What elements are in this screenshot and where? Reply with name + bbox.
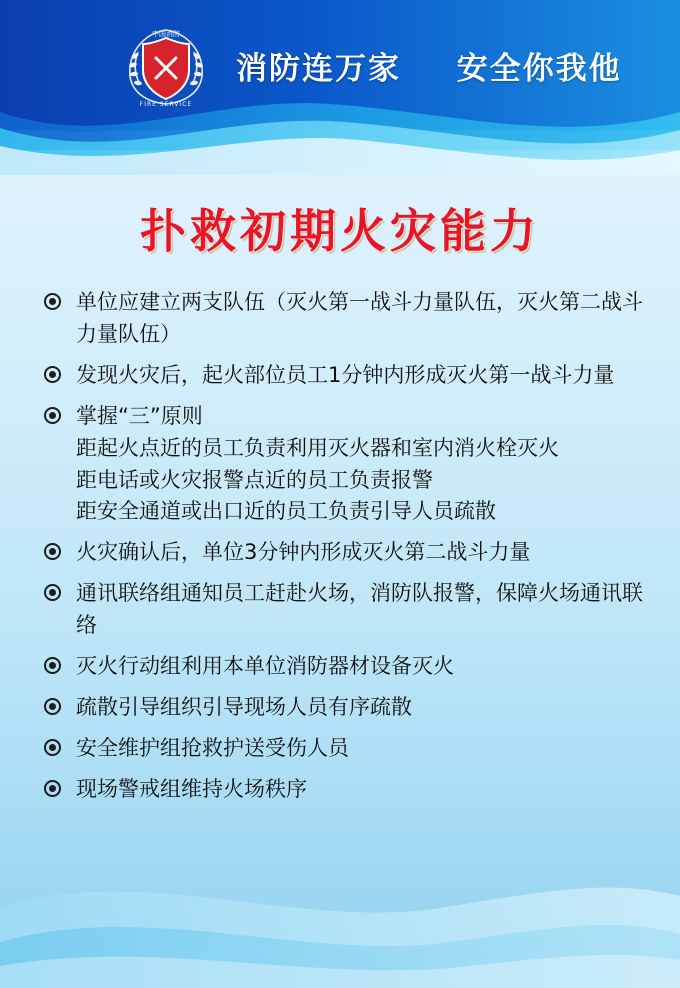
bullet-icon bbox=[44, 657, 61, 674]
header-slogan-left: 消防连万家 bbox=[236, 50, 401, 87]
list-item-text: 单位应建立两支队伍（灭火第一战斗力量队伍，灭火第二战斗力量队伍） bbox=[76, 290, 643, 346]
poster-header bbox=[0, 0, 680, 175]
svg-text:FIRE SERVICE: FIRE SERVICE bbox=[139, 101, 193, 108]
poster-content bbox=[0, 175, 680, 988]
list-item-subline: 距电话或火灾报警点近的员工负责报警 bbox=[76, 467, 433, 492]
list-item-text: 现场警戒组维持火场秩序 bbox=[76, 776, 307, 801]
list-item-text: 安全维护组抢救护送受伤人员 bbox=[76, 735, 349, 760]
header-slogan-right: 安全你我他 bbox=[456, 50, 622, 87]
footer-wave-graphic bbox=[0, 838, 680, 988]
list-item bbox=[40, 774, 646, 806]
bullet-icon bbox=[44, 543, 61, 560]
page-title: 扑救初期火灾能力 bbox=[140, 204, 540, 258]
list-item-subline: 距安全通道或出口近的员工负责引导人员疏散 bbox=[76, 499, 496, 524]
bullet-icon bbox=[44, 739, 61, 756]
list-item-text: 火灾确认后，单位3分钟内形成灭火第二战斗力量 bbox=[76, 540, 531, 565]
list-item bbox=[40, 360, 646, 392]
bullet-icon bbox=[44, 293, 61, 310]
fire-service-emblem-icon bbox=[118, 22, 214, 108]
list-item-text: 灭火行动组利用本单位消防器材设备灭火 bbox=[76, 654, 454, 679]
list-item-subline: 距起火点近的员工负责利用灭火器和室内消火栓灭火 bbox=[76, 435, 559, 460]
list-item bbox=[40, 692, 646, 724]
list-item bbox=[40, 287, 646, 351]
header-slogan bbox=[236, 43, 622, 88]
bullet-icon bbox=[44, 584, 61, 601]
bullet-icon bbox=[44, 407, 61, 424]
bullet-icon bbox=[44, 780, 61, 797]
header-content bbox=[0, 0, 680, 130]
list-item-text: 疏散引导组织引导现场人员有序疏散 bbox=[76, 694, 412, 719]
list-item-text: 通讯联络组通知员工赶赴火场，消防队报警，保障火场通讯联络 bbox=[76, 581, 643, 638]
list-item bbox=[40, 651, 646, 683]
list-item bbox=[40, 401, 646, 529]
list-item-text: 掌握“三”原则 bbox=[76, 403, 203, 428]
list-item bbox=[40, 733, 646, 765]
list-item bbox=[40, 537, 646, 569]
list-item bbox=[40, 578, 646, 642]
bullet-icon bbox=[44, 698, 61, 715]
list-item-text: 发现火灾后，起火部位员工1分钟内形成灭火第一战斗力量 bbox=[76, 362, 615, 387]
capability-list bbox=[0, 287, 680, 806]
bullet-icon bbox=[44, 366, 61, 383]
svg-text:中国消防: 中国消防 bbox=[152, 30, 180, 38]
